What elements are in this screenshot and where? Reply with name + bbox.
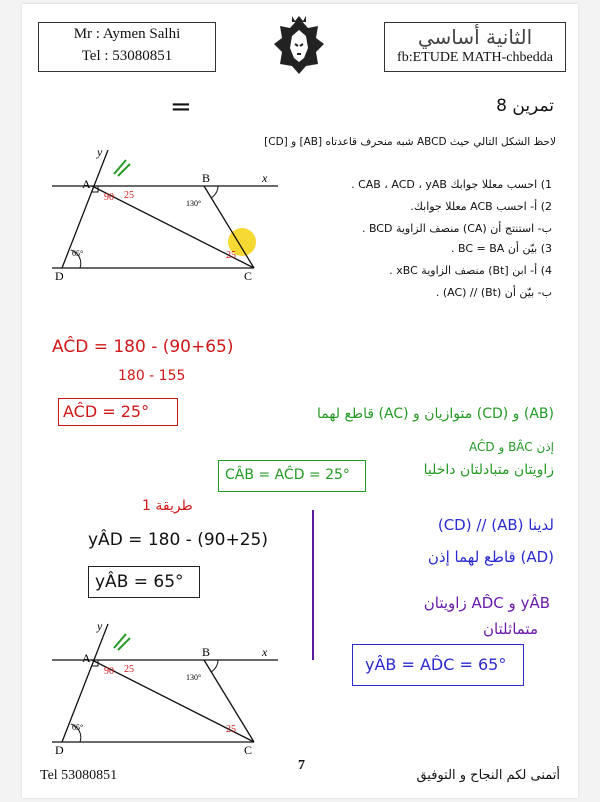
footer-wish: أتمنى لكم النجاح و التوفيق	[416, 768, 560, 783]
trapezoid-figure-bottom	[42, 618, 292, 758]
green-result: CÂB = AĈD = 25°	[225, 467, 350, 483]
svg-text:A: A	[82, 651, 91, 665]
svg-text:C: C	[244, 743, 253, 757]
black-result-box	[88, 566, 200, 598]
blue-line-1: لدينا (AB) // (CD)	[437, 516, 554, 534]
question-4a: 4) أ- ابن [Bt) منصف الزاوية xBC .	[389, 264, 552, 277]
question-3: 3) بيّن أن BC = BA .	[451, 242, 552, 255]
green-line-2: إذن BÂC و AĈD	[469, 440, 554, 454]
green-result-box	[218, 460, 366, 492]
header	[38, 10, 566, 72]
svg-text:D: D	[55, 743, 64, 757]
svg-text:D: D	[55, 269, 64, 283]
equals-mark: =	[170, 92, 190, 122]
svg-text:x: x	[262, 645, 268, 659]
svg-text:A: A	[82, 177, 91, 191]
svg-text:25: 25	[124, 664, 134, 675]
page-number: 7	[298, 758, 305, 773]
exercise-statement: لاحظ الشكل التالي حيث ABCD شبه منحرف قاعدتاه [AB] و [CD]	[264, 136, 556, 148]
svg-text:25: 25	[226, 250, 236, 261]
red-result: AĈD = 25°	[63, 402, 150, 421]
svg-text:65°: 65°	[72, 249, 84, 258]
blue-line-2: (AD) قاطع لهما إذن	[427, 548, 554, 566]
svg-text:25: 25	[124, 190, 134, 201]
class-title: الثانية أساسي	[417, 25, 533, 49]
svg-text:25: 25	[226, 724, 236, 735]
green-line-1: (AB) و (CD) متوازيان و (AC) قاطع لهما	[316, 406, 554, 422]
teacher-name: Mr : Aymen Salhi	[73, 26, 181, 42]
question-1: 1) احسب معللا جوابك CAB ، ACD ، yAB .	[351, 178, 552, 191]
blue-result-box	[352, 644, 524, 686]
svg-text:90: 90	[104, 192, 114, 203]
svg-text:130°: 130°	[186, 673, 202, 682]
column-divider	[312, 510, 314, 660]
svg-text:y: y	[97, 619, 103, 633]
svg-text:B: B	[202, 645, 211, 659]
teacher-phone: Tel : 53080851	[81, 48, 173, 64]
lion-logo	[268, 14, 330, 76]
question-2a: 2) أ- احسب ACB معللا جوابك.	[410, 200, 552, 213]
facebook-page: fb:ETUDE MATH-chbedda	[397, 50, 553, 65]
purple-line-2: متماثلتان	[482, 620, 538, 638]
exercise-label: تمرين 8	[496, 96, 554, 116]
question-2b: ب- استنتج أن (CA) منصف الزاوية BCD .	[361, 222, 552, 235]
green-line-3: زاويتان متبادلتان داخليا	[423, 462, 554, 478]
footer-phone: Tel 53080851	[40, 768, 118, 783]
svg-text:C: C	[244, 269, 253, 283]
class-info-box	[384, 22, 566, 72]
blue-result: yÂB = AD̂C = 65°	[365, 655, 507, 674]
trapezoid-figure-top	[42, 144, 292, 284]
svg-text:x: x	[262, 171, 268, 185]
red-calc-line-2: 180 - 155	[118, 368, 186, 384]
worksheet-page	[22, 4, 578, 798]
svg-text:y: y	[97, 145, 103, 159]
red-result-box	[58, 398, 178, 426]
black-calc-line-1: yÂD = 180 - (90+25)	[88, 530, 268, 550]
question-4b: ب- بيّن أن (Bt) // (AC) .	[435, 286, 552, 299]
teacher-info-box	[38, 22, 216, 72]
black-result: yÂB = 65°	[95, 572, 184, 592]
method-label: طريقة 1	[142, 498, 193, 514]
svg-text:130°: 130°	[186, 199, 202, 208]
svg-text:B: B	[202, 171, 211, 185]
red-calc-line-1: AĈD = 180 - (90+65)	[52, 337, 234, 357]
svg-text:90: 90	[104, 666, 114, 677]
svg-text:65°: 65°	[72, 723, 84, 732]
purple-line-1: yÂB و AD̂C زاويتان	[423, 594, 550, 612]
